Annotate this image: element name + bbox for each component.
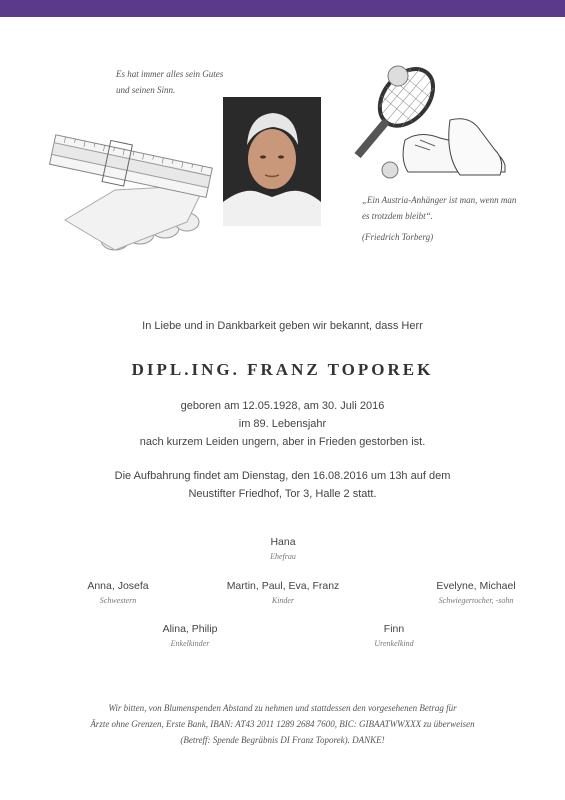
mourner-grandchildren (110, 623, 270, 648)
quote-right-line2: es trotzdem bleibt“. (362, 211, 433, 221)
mourner-names: Hana (270, 536, 296, 548)
life-line-1: geboren am 12.05.1928, am 30. Juli 2016 (180, 400, 385, 412)
mourner-in-laws (396, 580, 556, 605)
mourner-sisters (38, 580, 198, 605)
mourner-relation: Urenkelkind (374, 639, 414, 648)
mourner-relation: Enkelkinder (170, 639, 210, 648)
slide-rule-icon (45, 130, 215, 260)
mourner-relation: Ehefrau (270, 552, 296, 561)
viewing-line-1: Die Aufbahrung findet am Dienstag, den 16.08.2016 um 13h auf dem (114, 470, 451, 482)
quote-left-line2: und seinen Sinn. (116, 85, 176, 95)
donation-line-2: Ärzte ohne Grenzen, Erste Bank, IBAN: AT43 2011 1289 2684 7600, BIC: GIBAATWWXXX zu überweisen (90, 719, 475, 729)
quote-right (362, 192, 532, 224)
mourner-names: Alina, Philip (162, 623, 218, 635)
life-line-2: im 89. Lebensjahr (238, 418, 327, 430)
mourner-names: Martin, Paul, Eva, Franz (226, 580, 340, 592)
mourner-relation: Schwiegertocher, -sohn (438, 596, 514, 605)
mourner-relation: Kinder (271, 596, 295, 605)
donation-line-3: (Betreff: Spende Begräbnis DI Franz Toporek). DANKE! (180, 735, 385, 745)
deceased-name: DIPL.ING. FRANZ TOPOREK (131, 360, 434, 379)
donation-line-1: Wir bitten, von Blumenspenden Abstand zu nehmen und stattdessen den vorgesehenen Betrag für (108, 703, 457, 713)
quote-right-author: (Friedrich Torberg) (362, 232, 434, 242)
blueprint-rolls-icon (65, 185, 205, 250)
sneaker-icon (403, 119, 505, 175)
top-color-bar (0, 0, 565, 17)
viewing-line-2: Neustifter Friedhof, Tor 3, Halle 2 statt. (188, 488, 377, 500)
mourner-names: Evelyne, Michael (436, 580, 516, 592)
tennis-racket-icon (330, 60, 530, 190)
quote-right-line1: „Ein Austria-Anhänger ist man, wenn man (362, 195, 517, 205)
quote-left (116, 66, 266, 98)
announcement-intro: In Liebe und in Dankbarkeit geben wir bekannt, dass Herr (142, 320, 423, 332)
quote-left-line1: Es hat immer alles sein Gutes (116, 69, 224, 79)
mourner-names: Finn (383, 623, 405, 635)
mourner-great-grandchild (314, 623, 474, 648)
mourner-names: Anna, Josefa (87, 580, 149, 592)
portrait-photo (223, 97, 321, 226)
mourner-spouse (203, 536, 363, 561)
life-line-3: nach kurzem Leiden ungern, aber in Frieden gestorben ist. (139, 436, 426, 448)
mourner-children (203, 580, 363, 605)
mourner-relation: Schwestern (99, 596, 137, 605)
tennis-ball-icon (388, 66, 408, 86)
